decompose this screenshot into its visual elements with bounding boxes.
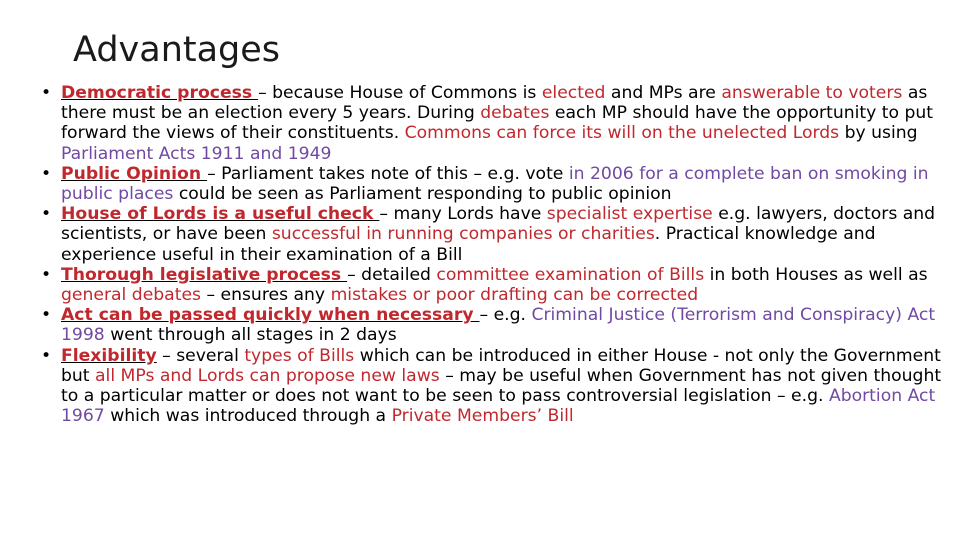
highlight-red: specialist expertise — [546, 204, 713, 225]
bullet-heading: Act can be passed quickly when necessary — [61, 305, 480, 326]
text-segment: went through all stages in 2 days — [104, 325, 397, 346]
bullet-icon: • — [41, 163, 52, 184]
text-segment: could be seen as Parliament responding to public opinion — [173, 184, 672, 205]
bullet-heading: Public Opinion — [61, 163, 208, 184]
bullet-icon: • — [41, 264, 52, 285]
highlight-red: all MPs and Lords can propose new laws — [95, 365, 440, 386]
bullet-thorough-process — [41, 265, 955, 305]
bullet-public-opinion — [41, 164, 955, 204]
text-segment: each MP should have the opportunity to put forward the views of their constituents. — [61, 103, 934, 144]
text-segment: e.g. lawyers, doctors and scientists, or have been — [61, 204, 936, 245]
bullet-icon: • — [41, 204, 52, 225]
text-segment: as there must be an election every 5 years. During — [61, 83, 928, 124]
bullet-heading: Thorough legislative process — [61, 264, 348, 285]
highlight-red: debates — [480, 103, 550, 124]
text-segment: – may be useful when Government has not given thought to a particular matter or does not want to be seen to pass controversial legislation – e.g. — [61, 365, 942, 407]
bullet-flexibility — [41, 346, 955, 427]
highlight-red: general debates — [61, 285, 201, 306]
text-segment: – several — [156, 345, 245, 366]
text-segment: – detailed — [347, 264, 437, 285]
highlight-purple: Criminal Justice (Terrorism and Conspiracy) Act 1998 — [61, 305, 936, 346]
bullet-heading: Flexibility — [61, 345, 157, 366]
slide-title: Advantages — [73, 30, 281, 70]
highlight-red: Private Members’ Bill — [391, 406, 574, 427]
bullet-heading: House of Lords is a useful check — [61, 204, 380, 225]
bullet-list — [41, 83, 955, 426]
highlight-red: mistakes or poor drafting can be corrected — [330, 285, 699, 306]
bullet-icon: • — [41, 83, 52, 103]
text-segment: in both Houses as well as — [704, 264, 928, 285]
text-segment: – because House of Commons is — [258, 83, 542, 103]
text-segment: which can be introduced in either House - not only the Government but — [61, 345, 941, 386]
bullet-lords-useful-check — [41, 204, 955, 265]
text-segment: – many Lords have — [379, 204, 547, 225]
highlight-red: committee examination of Bills — [436, 264, 705, 285]
text-segment: – Parliament takes note of this – e.g. vote — [207, 163, 569, 184]
highlight-red: successful in running companies or charities — [271, 224, 655, 245]
bullet-passed-quickly — [41, 305, 955, 345]
text-segment: – ensures any — [200, 285, 331, 306]
bullet-democratic-process — [41, 83, 955, 164]
highlight-purple: Abortion Act 1967 — [61, 386, 936, 427]
highlight-purple: Parliament Acts 1911 and 1949 — [61, 143, 332, 164]
highlight-purple: in 2006 for a complete ban on smoking in public places — [61, 163, 929, 205]
highlight-red: elected — [541, 83, 606, 103]
text-segment: . Practical knowledge and experience useful in their examination of a Bill — [61, 224, 876, 265]
bullet-icon: • — [41, 345, 52, 366]
bullet-icon: • — [41, 305, 52, 326]
text-segment: which was introduced through a — [104, 406, 392, 427]
bullet-heading: Democratic process — [61, 83, 259, 103]
text-segment: – e.g. — [479, 305, 532, 326]
highlight-red: Commons can force its will on the unelected Lords — [404, 123, 840, 144]
text-segment: and MPs are — [605, 83, 722, 103]
highlight-red: answerable to voters — [721, 83, 903, 103]
text-segment: by using — [839, 123, 918, 144]
highlight-red: types of Bills — [244, 345, 355, 366]
